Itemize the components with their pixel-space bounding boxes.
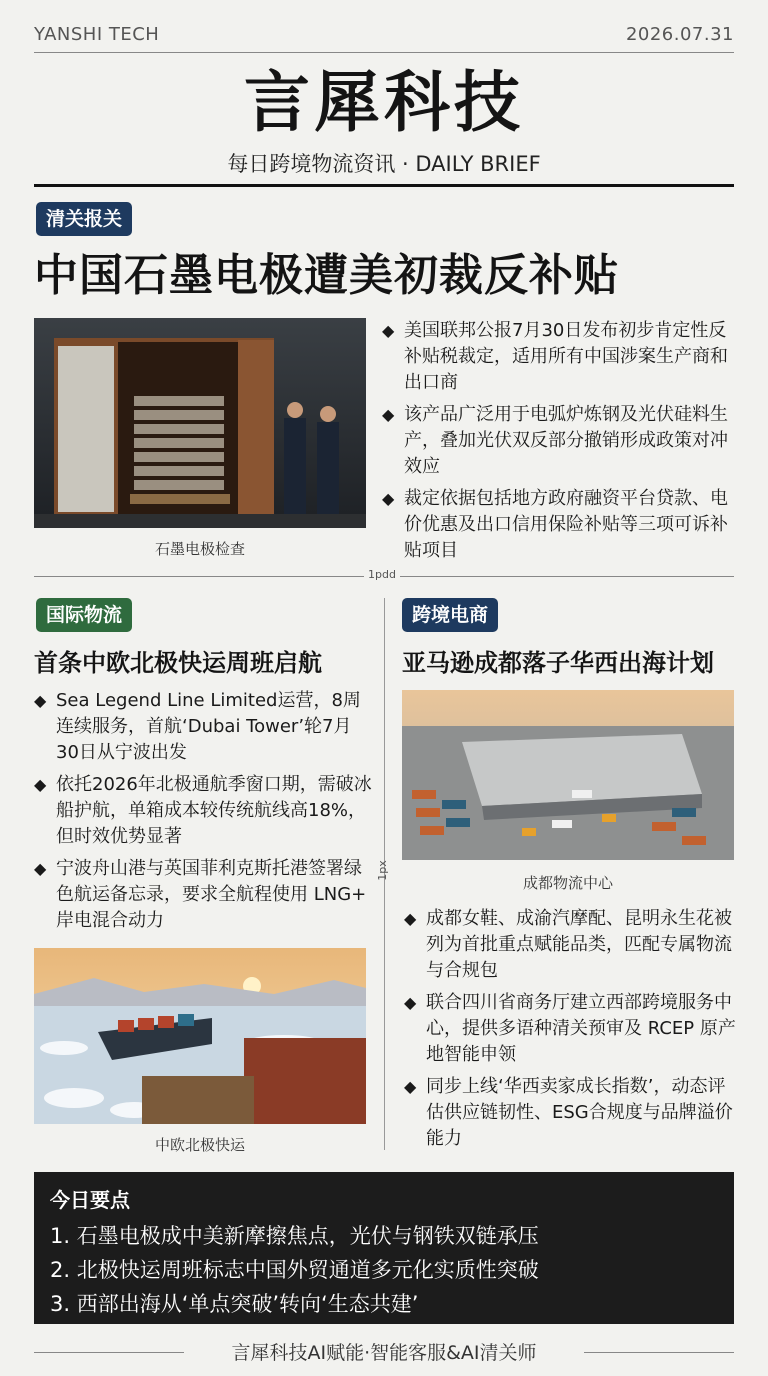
issue-date: 2026.07.31	[625, 24, 734, 45]
top-bar	[34, 24, 734, 48]
left-bullet: ◆ Sea Legend Line Limited运营，8周连续服务，首航‘Dubai Tower’轮7月30日从宁波出发	[34, 688, 372, 766]
right-image	[402, 690, 734, 860]
left-image-caption: 中欧北极快运	[154, 1136, 245, 1154]
lead-tag[interactable]: 清关报关	[36, 202, 132, 236]
left-bullet: ◆ 宁波舟山港与英国菲利克斯托港签署绿色航运备忘录，要求全航程使用 LNG+ 岸电混合动力	[34, 856, 372, 934]
lead-image	[34, 318, 366, 528]
footer	[0, 1338, 768, 1366]
summary-title: 今日要点	[50, 1188, 130, 1212]
summary-item: 3. 西部出海从‘单点突破’转向‘生态共建’	[50, 1292, 419, 1316]
divider-label: 1pdd	[364, 568, 400, 581]
lead-bullet: ◆ 美国联邦公报7月30日发布初步肯定性反补贴税裁定，适用所有中国涉案生产商和出口商	[382, 318, 734, 396]
left-bullets	[34, 688, 372, 940]
brand-en: YANSHI TECH	[34, 24, 160, 45]
right-tag[interactable]: 跨境电商	[402, 598, 498, 632]
lead-headline[interactable]: 中国石墨电极遭美初裁反补贴	[34, 250, 619, 301]
right-bullet: ◆ 同步上线‘华西卖家成长指数’，动态评估供应链韧性、ESG合规度与品牌溢价能力	[404, 1074, 736, 1152]
right-bullet: ◆ 成都女鞋、成渝汽摩配、昆明永生花被列为首批重点赋能品类，匹配专属物流与合规包	[404, 906, 736, 984]
left-tag[interactable]: 国际物流	[36, 598, 132, 632]
lead-bullet: ◆ 裁定依据包括地方政府融资平台贷款、电价优惠及出口信用保险补贴等三项可诉补贴项目	[382, 486, 734, 564]
summary-item: 2. 北极快运周班标志中国外贸通道多元化实质性突破	[50, 1258, 539, 1282]
right-bullets	[404, 906, 736, 1158]
left-image	[34, 948, 366, 1124]
left-title[interactable]: 首条中欧北极快运周班启航	[34, 649, 322, 677]
right-title[interactable]: 亚马逊成都落子华西出海计划	[402, 649, 714, 677]
lead-bullet: ◆ 该产品广泛用于电弧炉炼钢及光伏硅料生产，叠加光伏双反部分撤销形成政策对冲效应	[382, 402, 734, 480]
masthead-subtitle: 每日跨境物流资讯 · DAILY BRIEF	[227, 152, 541, 176]
footer-rule-left	[34, 1352, 184, 1353]
right-bullet: ◆ 联合四川省商务厅建立西部跨境服务中心，提供多语种清关预审及 RCEP 原产地智能申领	[404, 990, 736, 1068]
left-bullet: ◆ 依托2026年北极通航季窗口期，需破冰船护航，单箱成本较传统航线高18%，但时效优势显著	[34, 772, 372, 850]
column-divider-label: 1px	[375, 860, 389, 881]
lead-image-caption: 石墨电极检查	[154, 540, 245, 558]
summary-box	[34, 1172, 734, 1324]
masthead: 言犀科技	[244, 63, 524, 141]
right-image-caption: 成都物流中心	[522, 874, 613, 892]
footer-rule-right	[584, 1352, 734, 1353]
lead-bullets	[382, 318, 734, 570]
footer-text: 言犀科技AI赋能·智能客服&AI清关师	[231, 1342, 537, 1364]
top-rule	[34, 52, 734, 53]
masthead-rule	[34, 184, 734, 187]
summary-item: 1. 石墨电极成中美新摩擦焦点，光伏与钢铁双链承压	[50, 1224, 539, 1248]
